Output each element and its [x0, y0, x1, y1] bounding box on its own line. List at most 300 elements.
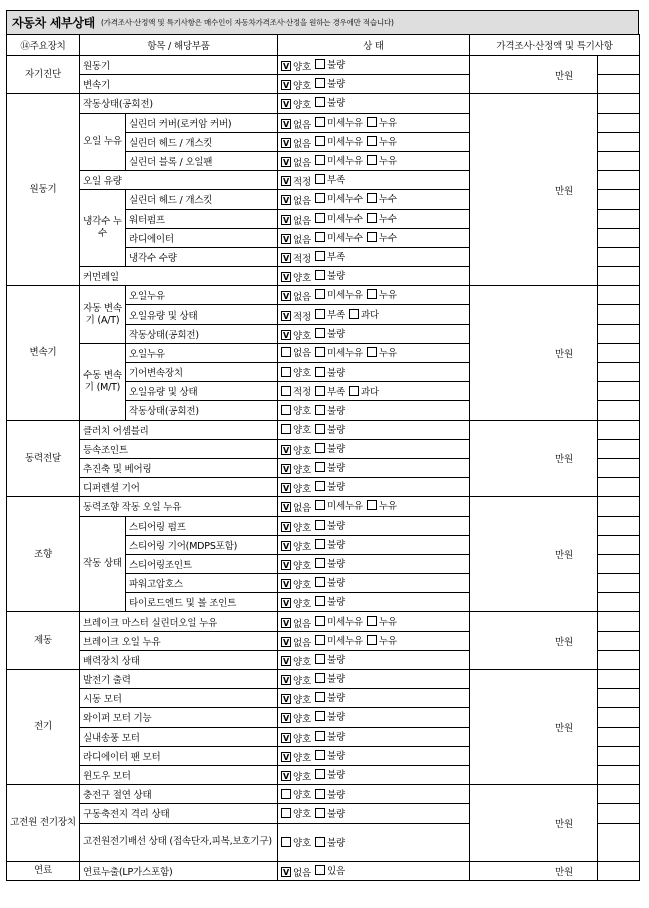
status-option[interactable] [315, 537, 347, 551]
remarks-cell[interactable] [598, 343, 640, 362]
checkbox-icon[interactable] [315, 711, 325, 721]
status-cell [278, 861, 470, 880]
checked-checkbox-icon[interactable]: V [283, 253, 290, 263]
checkbox-icon[interactable] [315, 481, 325, 491]
status-cell [278, 727, 470, 746]
status-option-label: 양호 [293, 425, 311, 437]
remarks-cell[interactable] [598, 382, 640, 401]
remarks-cell[interactable] [598, 401, 640, 420]
checkbox-icon[interactable] [315, 577, 325, 587]
status-option[interactable] [281, 174, 313, 188]
price-cell[interactable]: 만원 [470, 286, 598, 420]
checkbox-icon[interactable] [315, 837, 325, 847]
checkbox-icon[interactable] [315, 596, 325, 606]
remarks-cell[interactable] [598, 324, 640, 343]
checkbox-icon[interactable] [281, 367, 291, 377]
status-option[interactable] [281, 750, 313, 764]
status-option[interactable] [315, 652, 347, 666]
checked-checkbox-icon[interactable]: V [283, 330, 290, 340]
status-option[interactable] [281, 806, 313, 820]
checkbox-icon[interactable] [367, 213, 377, 223]
status-option[interactable] [315, 326, 347, 340]
item-label: 충전구 절연 상태 [80, 785, 278, 804]
checked-checkbox-icon[interactable]: V [283, 676, 290, 686]
status-cell [278, 343, 470, 362]
status-option[interactable] [281, 78, 313, 92]
status-option-label: 양호 [293, 560, 311, 572]
checked-checkbox-icon[interactable]: V [283, 311, 290, 321]
checkbox-icon[interactable] [315, 367, 325, 377]
form-note: (가격조사·산정액 및 특기사항은 매수인이 자동차가격조사·산정을 원하는 경우에만 적습니다) [100, 18, 394, 27]
checkbox-icon[interactable] [315, 405, 325, 415]
checkbox-icon[interactable] [281, 386, 291, 396]
checked-checkbox-icon[interactable]: V [283, 580, 290, 590]
checkbox-icon[interactable] [315, 309, 325, 319]
remarks-cell[interactable] [598, 151, 640, 170]
status-option[interactable] [281, 787, 313, 801]
status-option[interactable] [315, 153, 365, 167]
remarks-cell[interactable] [598, 861, 640, 880]
checked-checkbox-icon[interactable]: V [283, 234, 290, 244]
checked-checkbox-icon[interactable]: V [283, 503, 290, 513]
checkbox-icon[interactable] [315, 193, 325, 203]
status-cell [278, 746, 470, 765]
status-option[interactable] [367, 498, 399, 512]
status-option[interactable] [281, 577, 313, 591]
remarks-cell[interactable] [598, 497, 640, 516]
table-row [7, 497, 640, 516]
checked-checkbox-icon[interactable]: V [283, 138, 290, 148]
checked-checkbox-icon[interactable]: V [283, 81, 290, 91]
status-option[interactable] [367, 230, 399, 244]
status-option[interactable] [281, 117, 313, 131]
status-option[interactable] [315, 835, 347, 849]
status-option-label: 불량 [326, 578, 345, 590]
checkbox-icon[interactable] [315, 270, 325, 280]
item-label: 구동축전지 격리 상태 [80, 804, 278, 823]
remarks-cell[interactable] [598, 94, 640, 113]
status-option[interactable] [315, 249, 347, 263]
remarks-cell[interactable] [598, 574, 640, 593]
checkbox-icon[interactable] [315, 500, 325, 510]
status-option[interactable] [315, 709, 347, 723]
checkbox-icon[interactable] [315, 289, 325, 299]
status-option[interactable] [281, 596, 313, 610]
checkbox-icon[interactable] [349, 309, 359, 319]
status-option[interactable] [281, 155, 313, 169]
checked-checkbox-icon[interactable]: V [283, 522, 290, 532]
status-option[interactable] [281, 270, 313, 284]
status-option[interactable] [315, 57, 347, 71]
status-cell [278, 439, 470, 458]
status-option[interactable] [315, 365, 347, 379]
item-label: 라디에이터 [126, 228, 278, 247]
remarks-cell[interactable] [598, 56, 640, 75]
status-option[interactable] [281, 97, 313, 111]
checked-checkbox-icon[interactable]: V [283, 752, 290, 762]
remarks-cell[interactable] [598, 75, 640, 94]
checked-checkbox-icon[interactable]: V [283, 637, 290, 647]
status-option-label: 불량 [326, 693, 345, 705]
remarks-cell[interactable] [598, 708, 640, 727]
remarks-cell[interactable] [598, 765, 640, 784]
status-option[interactable] [281, 835, 313, 849]
remarks-cell[interactable] [598, 247, 640, 266]
checked-checkbox-icon[interactable]: V [283, 196, 290, 206]
status-option[interactable] [367, 191, 399, 205]
checkbox-icon[interactable] [315, 232, 325, 242]
checkbox-icon[interactable] [315, 117, 325, 127]
checkbox-icon[interactable] [315, 78, 325, 88]
remarks-cell[interactable] [598, 113, 640, 132]
status-option[interactable] [367, 345, 399, 359]
remarks-cell[interactable] [598, 746, 640, 765]
item-label: 실린더 헤드 / 개스킷 [126, 190, 278, 209]
item-label: 작동상태(공회전) [126, 324, 278, 343]
status-cell [278, 631, 470, 650]
checkbox-icon[interactable] [315, 155, 325, 165]
checked-checkbox-icon[interactable]: V [283, 100, 290, 110]
form-title: 자동차 세부상태 [12, 16, 95, 30]
status-cell [278, 363, 470, 382]
price-cell[interactable]: 만원 [470, 670, 598, 785]
status-option-label: 양호 [293, 465, 311, 477]
status-option-label: 양호 [293, 330, 311, 342]
checkbox-icon[interactable] [315, 769, 325, 779]
header-row [7, 35, 640, 56]
status-option[interactable] [281, 309, 313, 323]
status-option[interactable] [315, 633, 365, 647]
remarks-cell[interactable] [598, 171, 640, 190]
status-option[interactable] [315, 556, 347, 570]
status-cell [278, 516, 470, 535]
status-option[interactable] [315, 287, 365, 301]
status-option[interactable] [281, 289, 313, 303]
checkbox-icon[interactable] [281, 347, 291, 357]
item-label: 추진축 및 베어링 [80, 458, 278, 477]
status-option[interactable] [349, 384, 381, 398]
status-option-label: 미세누수 [326, 194, 363, 206]
status-option[interactable] [315, 95, 347, 109]
remarks-cell[interactable] [598, 363, 640, 382]
remarks-cell[interactable] [598, 209, 640, 228]
checkbox-icon[interactable] [315, 692, 325, 702]
remarks-cell[interactable] [598, 689, 640, 708]
status-option[interactable] [315, 115, 365, 129]
status-option-label: 누유 [378, 156, 397, 168]
status-option-label: 적정 [293, 177, 311, 189]
remarks-cell[interactable] [598, 478, 640, 497]
status-option[interactable] [315, 614, 365, 628]
checkbox-icon[interactable] [315, 789, 325, 799]
checkbox-icon[interactable] [367, 155, 377, 165]
checkbox-icon[interactable] [315, 462, 325, 472]
status-option-label: 양호 [293, 62, 311, 74]
status-option[interactable] [315, 690, 347, 704]
price-cell[interactable]: 만원 [470, 785, 598, 861]
checkbox-icon[interactable] [281, 405, 291, 415]
status-option[interactable] [281, 328, 313, 342]
status-option[interactable] [367, 211, 399, 225]
checkbox-icon[interactable] [315, 654, 325, 664]
checkbox-icon[interactable] [315, 616, 325, 626]
remarks-cell[interactable] [598, 267, 640, 286]
checked-checkbox-icon[interactable]: V [283, 465, 290, 475]
status-option[interactable] [315, 806, 347, 820]
status-option-label: 불량 [326, 520, 345, 532]
status-option-label: 불량 [326, 731, 345, 743]
checkbox-icon[interactable] [315, 347, 325, 357]
status-option-label: 불량 [326, 60, 345, 72]
checkbox-icon[interactable] [315, 808, 325, 818]
status-option[interactable] [281, 635, 313, 649]
status-option[interactable] [315, 767, 347, 781]
status-option-label: 없음 [293, 158, 311, 170]
checkbox-icon[interactable] [367, 616, 377, 626]
status-option[interactable] [315, 307, 347, 321]
status-option-label: 불량 [326, 808, 345, 820]
checked-checkbox-icon[interactable]: V [283, 733, 290, 743]
checkbox-icon[interactable] [315, 328, 325, 338]
status-cell [278, 650, 470, 669]
checkbox-icon[interactable] [315, 59, 325, 69]
checkbox-icon[interactable] [281, 808, 291, 818]
status-option[interactable] [281, 345, 313, 359]
status-option[interactable] [315, 863, 347, 877]
checked-checkbox-icon[interactable]: V [283, 177, 290, 187]
status-option-label: 미세누유 [326, 117, 363, 129]
status-cell [278, 497, 470, 516]
status-option[interactable] [315, 498, 365, 512]
status-option-label: 불량 [326, 674, 345, 686]
checked-checkbox-icon[interactable]: V [283, 695, 290, 705]
status-option[interactable] [315, 230, 365, 244]
checked-checkbox-icon[interactable]: V [283, 714, 290, 724]
status-option-label: 없음 [293, 215, 311, 227]
checked-checkbox-icon[interactable]: V [283, 772, 290, 782]
header-price: 가격조사·산정액 및 특기사항 [470, 35, 640, 56]
status-option[interactable] [349, 307, 381, 321]
checkbox-icon[interactable] [367, 500, 377, 510]
remarks-cell[interactable] [598, 516, 640, 535]
checkbox-icon[interactable] [315, 136, 325, 146]
checkbox-icon[interactable] [367, 136, 377, 146]
remarks-cell[interactable] [598, 535, 640, 554]
remarks-cell[interactable] [598, 650, 640, 669]
checked-checkbox-icon[interactable]: V [283, 158, 290, 168]
status-option[interactable] [315, 345, 365, 359]
status-option[interactable] [315, 594, 347, 608]
remarks-cell[interactable] [598, 804, 640, 823]
checked-checkbox-icon[interactable]: V [283, 560, 290, 570]
status-option[interactable] [367, 115, 399, 129]
table-row [7, 670, 640, 689]
status-option-label: 누유 [378, 501, 397, 513]
status-option[interactable] [315, 384, 347, 398]
status-option[interactable] [315, 268, 347, 282]
remarks-cell[interactable] [598, 823, 640, 861]
status-option[interactable] [281, 213, 313, 227]
checkbox-icon[interactable] [315, 750, 325, 760]
status-option[interactable] [281, 616, 313, 630]
remarks-cell[interactable] [598, 439, 640, 458]
status-option[interactable] [315, 575, 347, 589]
checked-checkbox-icon[interactable]: V [283, 484, 290, 494]
price-cell[interactable]: 만원 [470, 420, 598, 497]
status-option[interactable] [367, 153, 399, 167]
status-option[interactable] [281, 481, 313, 495]
status-option[interactable] [315, 787, 347, 801]
status-option-label: 양호 [293, 541, 311, 553]
status-option-label: 과다 [360, 386, 379, 398]
item-label: 커먼레일 [80, 267, 278, 286]
status-option[interactable] [281, 673, 313, 687]
checkbox-icon[interactable] [367, 117, 377, 127]
checkbox-icon[interactable] [315, 673, 325, 683]
checkbox-icon[interactable] [281, 837, 291, 847]
checkbox-icon[interactable] [315, 865, 325, 875]
status-option[interactable] [367, 287, 399, 301]
status-option[interactable] [281, 251, 313, 265]
status-option[interactable] [281, 654, 313, 668]
status-option[interactable] [315, 172, 347, 186]
status-option[interactable] [315, 748, 347, 762]
status-option[interactable] [315, 76, 347, 90]
status-option[interactable] [281, 193, 313, 207]
status-option[interactable] [281, 731, 313, 745]
checkbox-icon[interactable] [315, 539, 325, 549]
status-option-label: 부족 [326, 251, 345, 263]
status-option[interactable] [281, 711, 313, 725]
status-option[interactable] [281, 539, 313, 553]
checkbox-icon[interactable] [315, 386, 325, 396]
checkbox-icon[interactable] [315, 558, 325, 568]
checked-checkbox-icon[interactable]: V [283, 656, 290, 666]
checked-checkbox-icon[interactable]: V [283, 119, 290, 129]
status-option[interactable] [315, 403, 347, 417]
checked-checkbox-icon[interactable]: V [283, 215, 290, 225]
status-option[interactable] [315, 729, 347, 743]
item-label: 배력장치 상태 [80, 650, 278, 669]
status-option[interactable] [281, 769, 313, 783]
status-option[interactable] [281, 59, 313, 73]
status-option[interactable] [281, 865, 313, 879]
status-cell [278, 324, 470, 343]
status-option[interactable] [281, 136, 313, 150]
price-cell[interactable]: 만원 [470, 861, 598, 880]
price-cell[interactable]: 만원 [470, 56, 598, 94]
checkbox-icon[interactable] [315, 213, 325, 223]
checked-checkbox-icon[interactable]: V [283, 599, 290, 609]
checked-checkbox-icon[interactable]: V [283, 867, 290, 877]
status-option-label: 양호 [293, 599, 311, 611]
status-option[interactable] [281, 558, 313, 572]
remarks-cell[interactable] [598, 132, 640, 151]
remarks-cell[interactable] [598, 631, 640, 650]
status-option[interactable] [315, 191, 365, 205]
checkbox-icon[interactable] [281, 789, 291, 799]
checkbox-icon[interactable] [315, 424, 325, 434]
status-option[interactable] [315, 211, 365, 225]
checkbox-icon[interactable] [367, 232, 377, 242]
status-option[interactable] [281, 365, 313, 379]
status-option[interactable] [315, 422, 347, 436]
checked-checkbox-icon[interactable]: V [283, 62, 290, 72]
item-label: 오일누유 [126, 286, 278, 305]
checked-checkbox-icon[interactable]: V [283, 445, 290, 455]
status-cell [278, 267, 470, 286]
status-option[interactable] [281, 462, 313, 476]
status-option[interactable] [281, 443, 313, 457]
checked-checkbox-icon[interactable]: V [283, 618, 290, 628]
status-option[interactable] [315, 671, 347, 685]
status-option[interactable] [367, 614, 399, 628]
checkbox-icon[interactable] [367, 635, 377, 645]
price-cell[interactable]: 만원 [470, 497, 598, 612]
checkbox-icon[interactable] [315, 731, 325, 741]
remarks-cell[interactable] [598, 670, 640, 689]
status-option[interactable] [281, 500, 313, 514]
checkbox-icon[interactable] [315, 251, 325, 261]
checked-checkbox-icon[interactable]: V [283, 292, 290, 302]
status-option-label: 불량 [326, 367, 345, 379]
checked-checkbox-icon[interactable]: V [283, 541, 290, 551]
remarks-cell[interactable] [598, 785, 640, 804]
table-row [7, 785, 640, 804]
checkbox-icon[interactable] [349, 386, 359, 396]
status-option[interactable] [315, 479, 347, 493]
checkbox-icon[interactable] [315, 443, 325, 453]
remarks-cell[interactable] [598, 612, 640, 631]
checkbox-icon[interactable] [367, 193, 377, 203]
remarks-cell[interactable] [598, 228, 640, 247]
remarks-cell[interactable] [598, 593, 640, 612]
status-cell [278, 554, 470, 573]
status-option[interactable] [281, 384, 313, 398]
checkbox-icon[interactable] [281, 424, 291, 434]
remarks-cell[interactable] [598, 727, 640, 746]
checked-checkbox-icon[interactable]: V [283, 273, 290, 283]
status-option[interactable] [281, 232, 313, 246]
status-option[interactable] [281, 520, 313, 534]
remarks-cell[interactable] [598, 554, 640, 573]
checkbox-icon[interactable] [367, 347, 377, 357]
price-cell[interactable]: 만원 [470, 94, 598, 286]
checkbox-icon[interactable] [315, 635, 325, 645]
status-option[interactable] [281, 422, 313, 436]
checkbox-icon[interactable] [315, 97, 325, 107]
status-option[interactable] [367, 633, 399, 647]
remarks-cell[interactable] [598, 305, 640, 324]
status-option-label: 양호 [293, 808, 311, 820]
remarks-cell[interactable] [598, 286, 640, 305]
status-option[interactable] [315, 134, 365, 148]
price-cell[interactable]: 만원 [470, 612, 598, 670]
status-option[interactable] [281, 692, 313, 706]
status-option[interactable] [315, 460, 347, 474]
remarks-cell[interactable] [598, 190, 640, 209]
checkbox-icon[interactable] [315, 520, 325, 530]
remarks-cell[interactable] [598, 420, 640, 439]
status-cell [278, 785, 470, 804]
checkbox-icon[interactable] [315, 174, 325, 184]
remarks-cell[interactable] [598, 458, 640, 477]
checkbox-icon[interactable] [367, 289, 377, 299]
status-option[interactable] [281, 403, 313, 417]
status-option[interactable] [367, 134, 399, 148]
status-option[interactable] [315, 441, 347, 455]
status-option[interactable] [315, 518, 347, 532]
